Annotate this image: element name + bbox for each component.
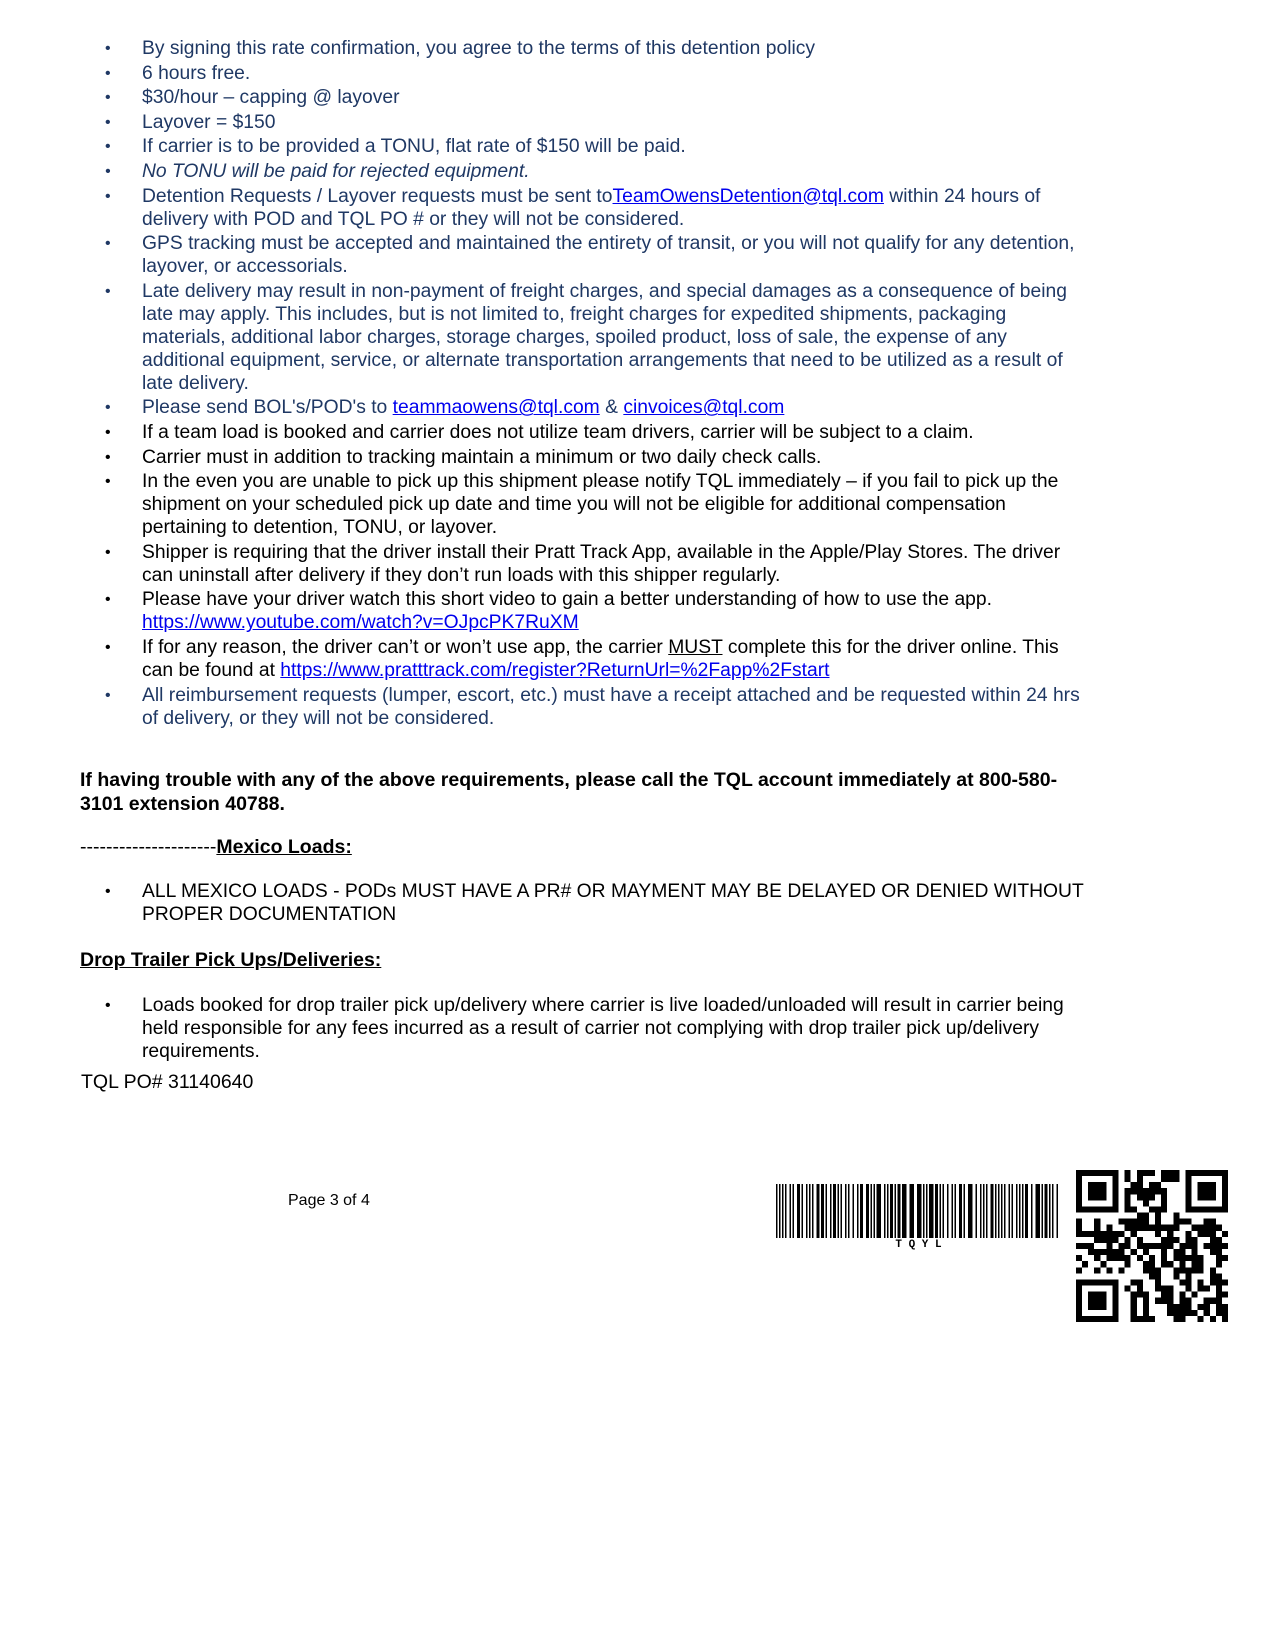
bullet-icon: • bbox=[105, 399, 111, 417]
bullet-icon: • bbox=[105, 997, 111, 1014]
detention-email-link[interactable]: TeamOwensDetention@tql.com bbox=[612, 185, 884, 207]
list-item: • Please send BOL's/POD's to teammaowens@tql.com & cinvoices@tql.com bbox=[105, 397, 785, 419]
list-item: • Layover = $150 bbox=[105, 111, 276, 133]
bullet-icon: • bbox=[105, 686, 111, 704]
list-item: • In the even you are unable to pick up this shipment please notify TQL immediately – if you fail to pick up the shipment on your scheduled pick up date and time you will not be eligible for additional compensation pertaining to detention, TONU, or layover. bbox=[105, 471, 1059, 539]
bullet-icon: • bbox=[105, 113, 111, 131]
bullet-icon: • bbox=[105, 473, 111, 491]
list-item: • By signing this rate confirmation, you agree to the terms of this detention policy bbox=[105, 38, 816, 59]
invoices-email-link[interactable]: cinvoices@tql.com bbox=[623, 397, 785, 419]
list-item: • No TONU will be paid for rejected equipment. bbox=[105, 160, 530, 182]
pratt-register-link[interactable]: https://www.pratttrack.com/register?ReturnUrl=%2Fapp%2Fstart bbox=[280, 659, 830, 681]
bullet-icon: • bbox=[105, 187, 111, 205]
bullet-icon: • bbox=[105, 162, 111, 180]
barcode-icon bbox=[776, 1184, 1061, 1238]
list-item: • Please have your driver watch this short video to gain a better understanding of how to use the app. https://www.youtube.com/watch?v=OJpcPK7RuXM bbox=[105, 589, 992, 634]
list-item: • If for any reason, the driver can’t or won’t use app, the carrier MUST complete this for the driver online. This can be found at https://www.pratttrack.com/register?ReturnUrl=%2Fapp%2Fstart bbox=[105, 636, 1059, 681]
barcode bbox=[776, 1184, 1061, 1254]
bullet-icon: • bbox=[105, 543, 111, 561]
list-item: • 6 hours free. bbox=[105, 62, 251, 84]
bullet-icon: • bbox=[105, 138, 111, 156]
list-item: • GPS tracking must be accepted and maintained the entirety of transit, or you will not qualify for any detention, layover, or accessorials. bbox=[105, 233, 1075, 278]
trouble-callout: If having trouble with any of the above requirements, please call the TQL account immediately at 800-580-3101 extension 40788. bbox=[80, 769, 1058, 815]
list-item: • Detention Requests / Layover requests must be sent toTeamOwensDetention@tql.com within 24 hours of delivery with POD and TQL PO # or they will not be considered. bbox=[105, 185, 1041, 230]
bullet-icon: • bbox=[105, 591, 111, 609]
bullet-icon: • bbox=[105, 64, 111, 82]
list-item: • Loads booked for drop trailer pick up/delivery where carrier is live loaded/unloaded will result in carrier being held responsible for any fees incurred as a result of carrier not complying with drop trailer pick up/delivery requirements. bbox=[105, 995, 1064, 1062]
list-item: • Carrier must in addition to tracking maintain a minimum or two daily check calls. bbox=[105, 446, 822, 468]
page-number: Page 3 of 4 bbox=[288, 1192, 370, 1209]
bullet-icon: • bbox=[105, 89, 111, 107]
list-item: • If a team load is booked and carrier does not utilize team drivers, carrier will be subject to a claim. bbox=[105, 421, 974, 443]
bullet-icon: • bbox=[105, 883, 111, 900]
bullet-icon: • bbox=[105, 423, 111, 441]
bullet-icon: • bbox=[105, 448, 111, 466]
barcode-caption: T Q Y L bbox=[895, 1239, 942, 1251]
list-item: • Late delivery may result in non-payment of freight charges, and special damages as a consequence of being late may apply. This includes, but is not limited to, freight charges for expedited shipments, packaging materials, additional labor charges, storage charges, spoiled product, loss of sale, the expense of any additional equipment, service, or alternate transportation arrangements that need to be utilized as a result of late delivery. bbox=[105, 280, 1067, 394]
list-item: • Shipper is requiring that the driver install their Pratt Track App, available in the Apple/Play Stores. The driver can uninstall after delivery if they don’t run loads with this shipper regularly. bbox=[105, 541, 1061, 586]
drop-trailer-heading: Drop Trailer Pick Ups/Deliveries: bbox=[80, 949, 382, 971]
list-item: • ALL MEXICO LOADS - PODs MUST HAVE A PR# OR MAYMENT MAY BE DELAYED OR DENIED WITHOUT PROPER DOCUMENTATION bbox=[105, 881, 1084, 925]
bullet-icon: • bbox=[105, 638, 111, 656]
po-number: TQL PO# 31140640 bbox=[81, 1071, 254, 1093]
qr-code-icon bbox=[1076, 1170, 1228, 1322]
bullet-icon: • bbox=[105, 282, 111, 300]
drop-trailer-list bbox=[0, 994, 1275, 1063]
list-item: • $30/hour – capping @ layover bbox=[105, 87, 400, 109]
detention-policy-list bbox=[0, 37, 1275, 731]
mexico-heading: ---------------------Mexico Loads: bbox=[80, 836, 352, 858]
video-link[interactable]: https://www.youtube.com/watch?v=OJpcPK7RuXM bbox=[142, 612, 579, 634]
mexico-list bbox=[0, 880, 1275, 926]
pod-email-link[interactable]: teammaowens@tql.com bbox=[392, 397, 600, 419]
bullet-icon: • bbox=[105, 40, 111, 57]
list-item: • If carrier is to be provided a TONU, flat rate of $150 will be paid. bbox=[105, 136, 686, 158]
list-item: • All reimbursement requests (lumper, escort, etc.) must have a receipt attached and be requested within 24 hrs of delivery, or they will not be considered. bbox=[105, 684, 1080, 729]
bullet-icon: • bbox=[105, 235, 111, 253]
